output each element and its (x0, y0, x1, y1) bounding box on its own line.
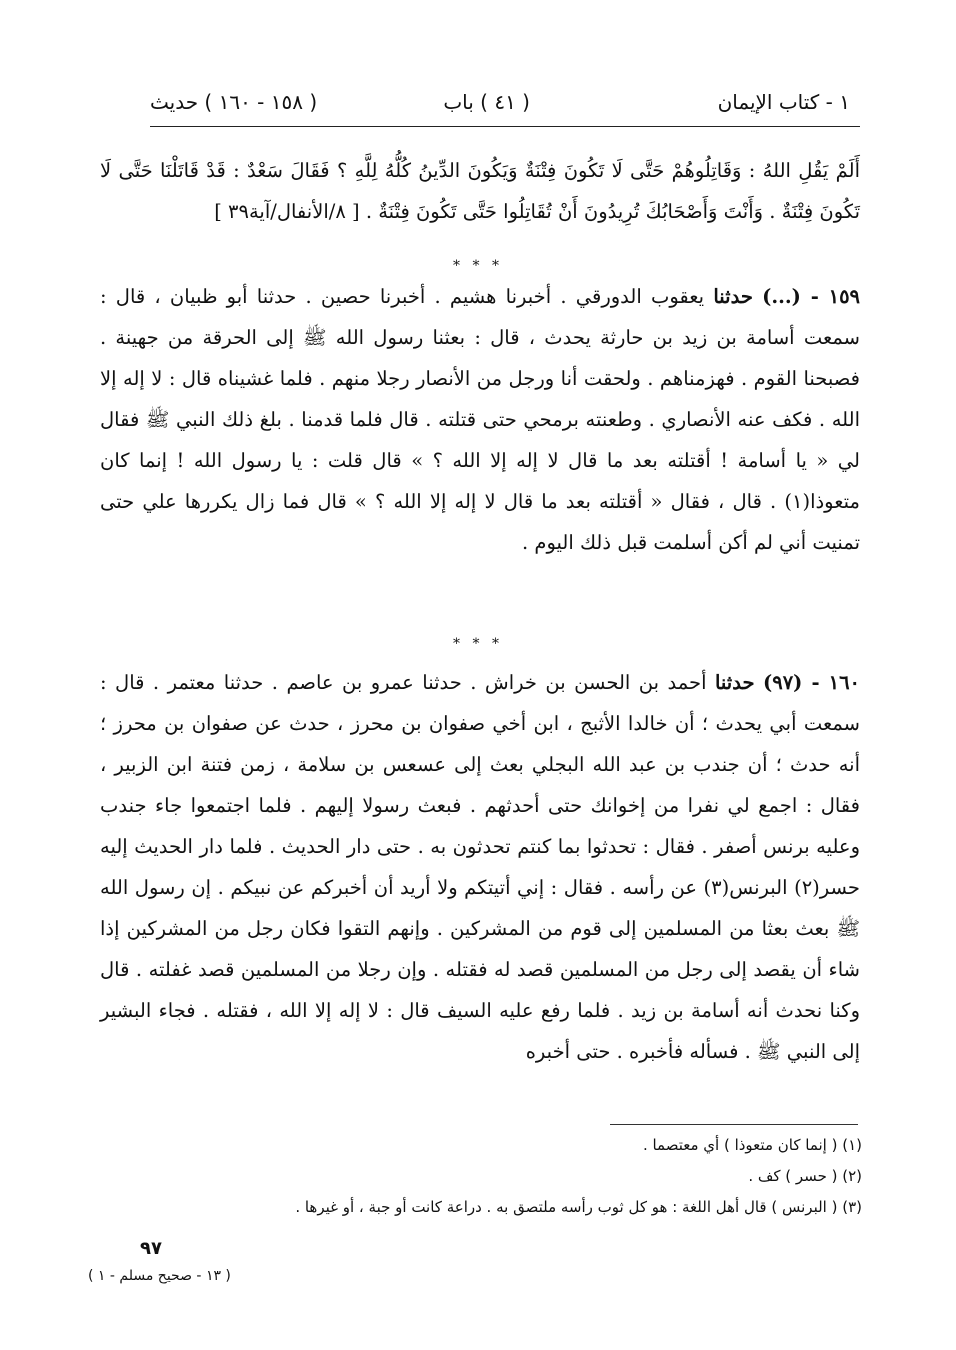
hadith-160-paragraph (100, 662, 860, 1072)
hadith-160-lead: حدثنا (714, 671, 755, 694)
separator-2: * * * (453, 636, 503, 652)
header-rule (150, 126, 860, 127)
footnote-rule (610, 1124, 858, 1125)
hadith-159-paragraph (100, 276, 860, 563)
text-block-1 (100, 150, 860, 232)
page-number: ٩٧ (140, 1238, 162, 1259)
hadith-159 (100, 276, 860, 563)
running-header (150, 82, 850, 122)
hadith-160 (100, 662, 860, 1072)
header-bab: ( ٤١ ) باب (443, 90, 530, 114)
hadith-159-number: ١٥٩ - (...) (762, 285, 861, 308)
hadith-159-lead: حدثنا (713, 285, 753, 308)
signature-mark: ( ١٣ - صحيح مسلم - ١ ) (88, 1268, 231, 1284)
footnote-2: (٢) ( حسر ) كف . (748, 1167, 862, 1185)
footnote-1: (١) ( إنما كان متعوذا ) أي معتصما . (642, 1136, 862, 1154)
header-hadith-range: ( ١٥٨ - ١٦٠ ) حديث (150, 90, 318, 114)
footnote-3: (٣) ( البرنس ) قال أهل اللغة : هو كل ثوب رأسه ملتصق به . دراعة كانت أو جبة ، أو غيرها . (295, 1198, 862, 1216)
header-chapter: ١ - كتاب الإيمان (717, 90, 850, 114)
hadith-160-number: ١٦٠ - (٩٧) (762, 671, 861, 694)
footnotes (120, 1130, 862, 1223)
separator-1: * * * (453, 258, 503, 274)
hadith-160-text: أحمد بن الحسن بن خراش . حدثنا عمرو بن عاصم . حدثنا معتمر . قال : سمعت أبي يحدث ؛ أن خالدا الأثبج ، ابن أخي صفوان بن محرز ، حدث عن صفوان بن محرز ؛ أنه حدث ؛ أن جندب بن عبد الله البجلي بعث إلى عسعس بن سلامة ، زمن فتنة ابن الزبير ، فقال : اجمع لي نفرا من إخوانك حتى أحدثهم . فبعث رسولا إليهم . فلما اجتمعوا جاء جندب وعليه برنس أصفر . فقال : تحدثوا بما كنتم تحدثون به . حتى دار الحديث . فلما دار الحديث إليه حسر(٢) البرنس(٣) عن رأسه . فقال : إني أتيتكم ولا أريد أن أخبركم عن نبيكم . إن رسول الله ﷺ بعث بعثا من المسلمين إلى قوم من المشركين . وإنهم التقوا فكان رجل من المشركين إذا شاء أن يقصد إلى رجل من المسلمين قصد له فقتله . وإن رجلا من المسلمين قصد غفلته . قال وكنا نحدث أنه أسامة بن زيد . فلما رفع عليه السيف قال : لا إله إلا الله ، فقتله . فجاء البشير إلى النبي ﷺ . فسأله فأخبره . حتى أخبره (100, 671, 860, 1063)
hadith-159-text: يعقوب الدورقي . أخبرنا هشيم . أخبرنا حصين . حدثنا أبو ظبيان ، قال : سمعت أسامة بن زيد بن حارثة يحدث ، قال : بعثنا رسول الله ﷺ إلى الحرقة من جهينة . فصبحنا القوم . فهزمناهم . ولحقت أنا ورجل من الأنصار رجلا منهم . فلما غشيناه قال : لا إله إلا الله . فكف عنه الأنصاري . وطعنته برمحي حتى قتلته . قال فلما قدمنا . بلغ ذلك النبي ﷺ فقال لي « يا أسامة ! أقتلته بعد ما قال لا إله إلا الله ؟ » قال قلت : يا رسول الله ! إنما كان متعوذا(١) . قال ، فقال « أقتلته بعد ما قال لا إله إلا الله ؟ » قال فما زال يكررها علي حتى تمنيت أني لم أكن أسلمت قبل ذلك اليوم . (100, 285, 860, 554)
verse-paragraph: أَلَمْ يَقُلِ اللهُ : وَقَاتِلُوهُمْ حَتَّى لَا تَكُونَ فِتْنَةٌ وَيَكُونَ الدِّينُ كُلُّهُ لِلَّهِ ؟ فَقَالَ سَعْدٌ : قَدْ قَاتَلْنَا حَتَّى لَا تَكُونَ فِتْنَةٌ . وَأَنْتَ وَأَصْحَابُكَ تُرِيدُونَ أَنْ تُقَاتِلُوا حَتَّى تَكُونَ فِتْنَةٌ . [ ٨/الأنفال/آية٣٩ ] (100, 159, 860, 223)
